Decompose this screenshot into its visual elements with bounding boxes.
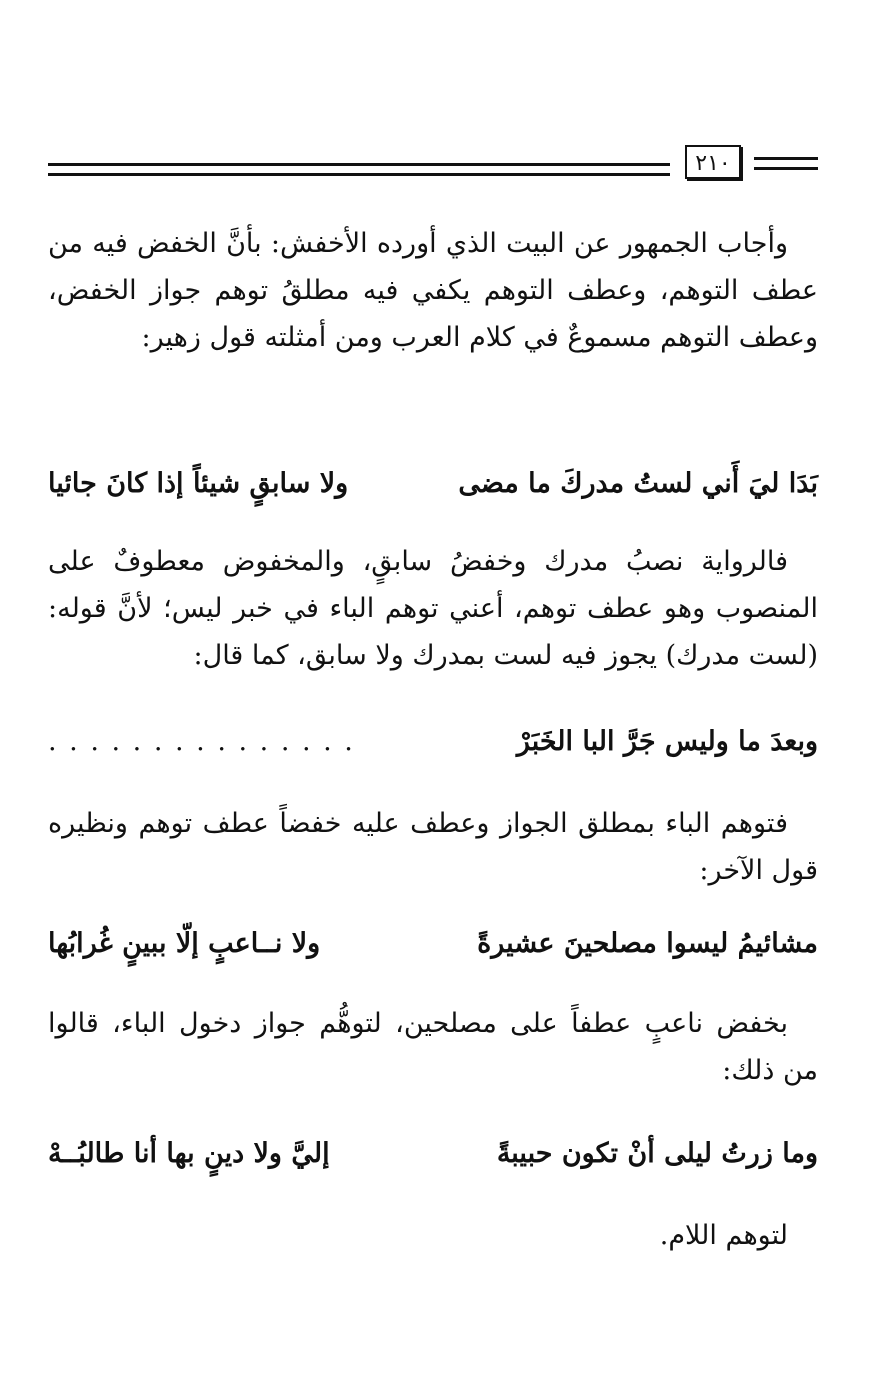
- verse-first-hemistich: وما زرتُ ليلى أنْ تكون حبيبةً: [496, 1138, 818, 1169]
- verse-zuhair: [48, 460, 818, 508]
- verse-layla: [48, 1130, 818, 1178]
- verse-first-hemistich: وبعدَ ما وليس جَرَّ البا الخَبَرْ: [516, 726, 818, 757]
- verse-ellipsis: . . . . . . . . . . . . . . .: [48, 726, 355, 757]
- page-number: ٢١٠: [685, 145, 741, 179]
- verse-second-hemistich: ولا نــاعبٍ إلّا ببينٍ غُرابُها: [48, 928, 321, 959]
- page-header: [48, 145, 818, 185]
- header-rule-short-top: [754, 157, 818, 160]
- header-rule-short-bottom: [754, 167, 818, 170]
- paragraph-2: فالرواية نصبُ مدرك وخفضُ سابقٍ، والمخفوض معطوفٌ على المنصوب وهو عطف توهم، أعني توهم الباء في خبر ليس؛ لأنَّ قوله: (لست مدرك) يجوز فيه لست بمدرك ولا سابق، كما قال:: [48, 546, 818, 671]
- verse-first-hemistich: مشائيمُ ليسوا مصلحينَ عشيرةً: [477, 928, 818, 959]
- verse-second-hemistich: إليَّ ولا دينٍ بها أنا طالبُــهْ: [48, 1138, 330, 1169]
- verse-mashaim: [48, 920, 818, 968]
- header-rule-long-bottom: [48, 173, 670, 176]
- paragraph-4: بخفض ناعبٍ عطفاً على مصلحين، لتوهُّم جواز دخول الباء، قالوا من ذلك:: [48, 1008, 818, 1086]
- paragraph-1: وأجاب الجمهور عن البيت الذي أورده الأخفش: بأنَّ الخفض فيه من عطف التوهم، وعطف التوهم يكفي فيه مطلقُ توهم جواز الخفض، وعطف التوهم مسموعٌ في كلام العرب ومن أمثلته قول زهير:: [48, 228, 818, 353]
- paragraph-5: لتوهم اللام.: [659, 1220, 788, 1251]
- paragraph-3: فتوهم الباء بمطلق الجواز وعطف عليه خفضاً عطف توهم ونظيره قول الآخر:: [48, 808, 818, 886]
- verse-alfiya: [48, 718, 818, 766]
- header-rule-long-top: [48, 163, 670, 166]
- verse-first-hemistich: بَدَا ليَ أَني لستُ مدركَ ما مضى: [458, 468, 818, 499]
- verse-second-hemistich: ولا سابقٍ شيئاً إذا كانَ جائيا: [48, 468, 349, 499]
